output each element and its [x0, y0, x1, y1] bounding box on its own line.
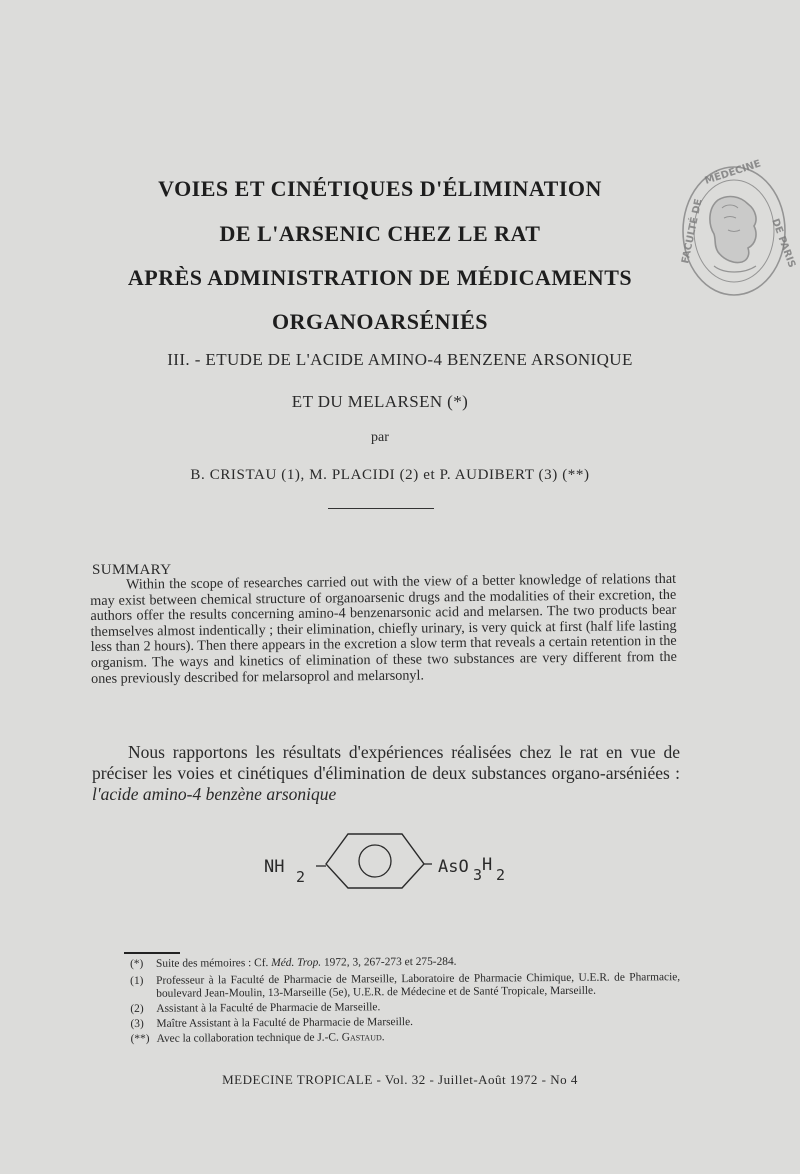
benzene-aromatic-circle	[359, 845, 391, 877]
library-stamp-icon	[678, 158, 798, 302]
summary-heading: SUMMARY	[92, 562, 172, 578]
article-title-line-1: VOIES ET CINÉTIQUES D'ÉLIMINATION	[158, 176, 602, 201]
body-paragraph	[92, 742, 680, 805]
footnote-text: Maître Assistant à la Faculté de Pharmacie de Marseille.	[156, 1016, 414, 1030]
footnotes	[130, 954, 681, 1048]
article-title-line-2: DE L'ARSENIC CHEZ LE RAT	[219, 221, 541, 246]
svg-text:DE PARIS: DE PARIS	[769, 217, 798, 270]
footnote-item	[130, 971, 680, 1001]
footnote-separator	[124, 952, 180, 954]
footnote-item	[130, 1014, 680, 1031]
byline-par: par	[371, 430, 389, 445]
summary-paragraph: Within the scope of researches carried out with the view of a better knowledge of relations that may exist between chemical structure of organoarsenic drugs and the modalities of their excretion, the authors offer the results concerning amino-4 benzenarsonic acid and melarsen. The two products bear themselves almost indentically ; their elimination, chiefly urinary, is very quick at first (half life lasting less than 2 hours). Then there appears in the excretion a slow term that reveals a certain retention in the organism. The ways and kinetics of elimination of these two substances are very different from the ones previously described for melarsoprol and melarsonyl.	[90, 570, 677, 687]
chemical-formula	[260, 828, 530, 894]
footnote-item	[131, 1029, 681, 1046]
footnote-text: Professeur à la Faculté de Pharmacie de Marseille, Laboratoire de Pharmacie Chimique, U.E.R. de Pharmacie, boulevard Jean-Moulin, 13-Marseille (5e), U.E.R. de Médecine et de Santé Tropicale, Marseille.	[156, 971, 681, 1000]
footnote-mark: (*)	[130, 957, 144, 970]
footnote-text: Suite des mémoires : Cf. Méd. Trop. 1972, 3, 267-273 et 275-284.	[155, 955, 457, 970]
footnote-text: Assistant à la Faculté de Pharmacie de Marseille.	[156, 1001, 381, 1015]
footnote-mark: (2)	[130, 1002, 144, 1015]
footnote-mark: (1)	[130, 974, 144, 987]
body-italic-compound: l'acide amino-4 benzène arsonique	[92, 784, 337, 804]
body-text: Nous rapportons les résultats d'expériences réalisées chez le rat en vue de préciser les voies et cinétiques d'élimination de deux substances organo-arséniées :	[92, 742, 680, 783]
article-title-line-3: APRÈS ADMINISTRATION DE MÉDICAMENTS	[127, 265, 633, 290]
footnote-text: Avec la collaboration technique de J.-C. Gastaud.	[156, 1031, 385, 1045]
svg-text:MÉDECINE: MÉDECINE	[703, 158, 763, 187]
article-subtitle-line-2: ET DU MELARSEN (*)	[291, 392, 469, 411]
formula-amino-group: NH	[264, 857, 285, 877]
footnote-mark: (3)	[130, 1017, 144, 1030]
footnote-item	[130, 954, 680, 971]
formula-hydrogen: H	[482, 855, 493, 875]
formula-arsonic-subscript-3: 3	[473, 866, 483, 884]
author-list: B. CRISTAU (1), M. PLACIDI (2) et P. AUDIBERT (3) (**)	[190, 467, 590, 483]
article-title-line-4: ORGANOARSÉNIÉS	[271, 309, 489, 334]
footnote-mark: (**)	[130, 1032, 150, 1045]
formula-hydrogen-subscript: 2	[496, 866, 506, 884]
svg-text:FACULTÉ DE: FACULTÉ DE	[680, 197, 705, 265]
title-separator	[328, 508, 434, 509]
formula-amino-subscript: 2	[296, 868, 306, 886]
article-subtitle-line-1: III. - ETUDE DE L'ACIDE AMINO-4 BENZENE ARSONIQUE	[167, 350, 633, 369]
formula-arsonic-group: AsO	[438, 857, 469, 877]
benzene-ring	[326, 834, 424, 888]
journal-footer: MEDECINE TROPICALE - Vol. 32 - Juillet-Août 1972 - No 4	[222, 1072, 578, 1087]
footnote-item	[130, 999, 680, 1016]
